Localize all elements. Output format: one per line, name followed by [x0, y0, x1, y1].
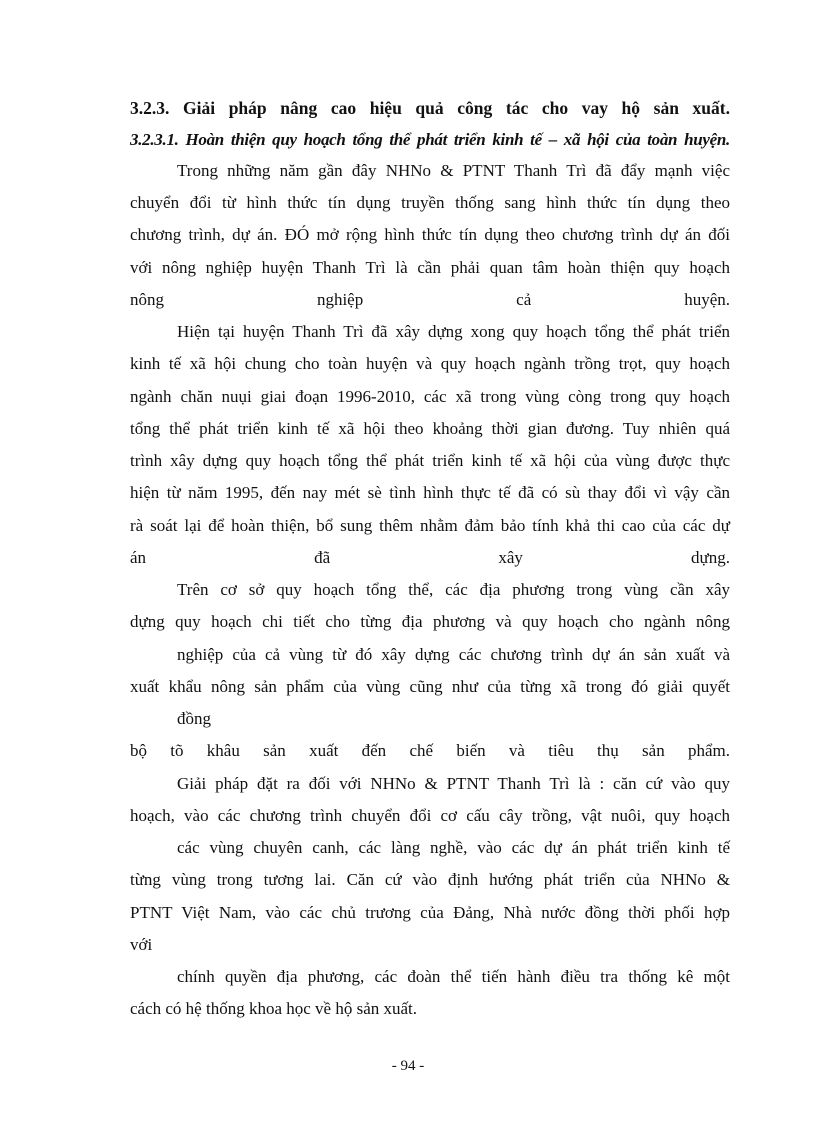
body-line: nông nghiệp cả huyện.	[130, 290, 730, 309]
body-line: các vùng chuyên canh, các làng nghề, vào các dự án phát triển kinh tế	[177, 838, 730, 857]
body-line: PTNT Việt Nam, vào các chủ trương của Đảng, Nhà nước đồng thời phối hợp	[130, 903, 730, 922]
subsection-heading: 3.2.3.1. Hoàn thiện quy hoạch tổng thể phát triển kinh tế – xã hội của toàn huyện.	[130, 130, 730, 149]
body-line: hiện từ năm 1995, đến nay mét sè tình hình thực tế đã có sù thay đổi vì vậy cần	[130, 483, 730, 502]
body-line: hoạch, vào các chương trình chuyển đổi cơ cấu cây trồng, vật nuôi, quy hoạch	[130, 806, 730, 825]
body-line: chuyển đổi từ hình thức tín dụng truyền thống sang hình thức tín dụng theo	[130, 193, 730, 212]
body-line: rà soát lại để hoàn thiện, bổ sung thêm nhằm đảm bảo tính khả thi cao của các dự	[130, 516, 730, 535]
body-line: xuất khẩu nông sản phẩm của vùng cũng như của từng xã trong đó giải quyết	[130, 677, 730, 696]
section-heading: 3.2.3. Giải pháp nâng cao hiệu quả công tác cho vay hộ sản xuất.	[130, 98, 730, 118]
body-line: từng vùng trong tương lai. Căn cứ vào định hướng phát triển của NHNo &	[130, 870, 730, 889]
body-line: với	[130, 935, 153, 954]
body-line: kinh tế xã hội chung cho toàn huyện và quy hoạch ngành trồng trọt, quy hoạch	[130, 354, 730, 373]
body-line: án đã xây dựng.	[130, 548, 730, 567]
body-line: dựng quy hoạch chi tiết cho từng địa phương và quy hoạch cho ngành nông	[130, 612, 730, 631]
body-line: tổng thể phát triển kinh tế xã hội theo khoảng thời gian đương. Tuy nhiên quá	[130, 419, 730, 438]
body-line: chương trình, dự án. ĐÓ mở rộng hình thức tín dụng theo chương trình dự án đối	[130, 225, 730, 244]
body-line: đồng	[177, 709, 211, 728]
body-line: bộ tõ khâu sản xuất đến chế biến và tiêu thụ sản phẩm.	[130, 741, 730, 760]
body-line: nghiệp của cả vùng từ đó xây dựng các chương trình dự án sản xuất và	[177, 645, 730, 664]
body-line: với nông nghiệp huyện Thanh Trì là cần phải quan tâm hoàn thiện quy hoạch	[130, 258, 730, 277]
body-line: Hiện tại huyện Thanh Trì đã xây dựng xong quy hoạch tổng thể phát triển	[177, 322, 730, 341]
body-line: Trên cơ sở quy hoạch tổng thể, các địa phương trong vùng cần xây	[177, 580, 730, 599]
page-number: - 94 -	[391, 1058, 425, 1074]
body-line: ngành chăn nuụi giai đoạn 1996-2010, các xã trong vùng còng trong quy hoạch	[130, 387, 730, 406]
body-line: chính quyền địa phương, các đoàn thể tiến hành điều tra thống kê một	[177, 967, 730, 986]
body-line: trình xây dựng quy hoạch tổng thể phát triển kinh tế xã hội của vùng được thực	[130, 451, 730, 470]
body-line: Giải pháp đặt ra đối với NHNo & PTNT Thanh Trì là : căn cứ vào quy	[177, 774, 730, 793]
body-line: cách có hệ thống khoa học về hộ sản xuất.	[130, 999, 418, 1018]
body-line: Trong những năm gần đây NHNo & PTNT Thanh Trì đã đẩy mạnh việc	[177, 161, 730, 180]
